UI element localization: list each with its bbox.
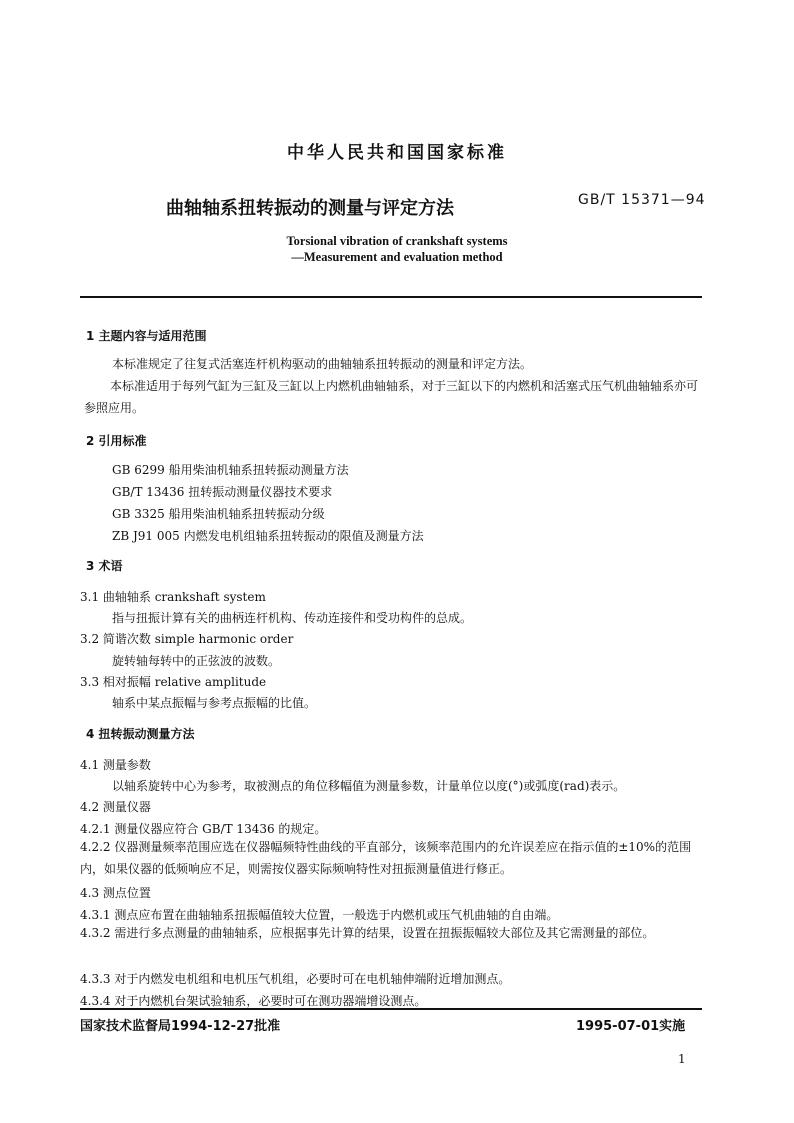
- term-3-3-definition: 轴系中某点振幅与参考点振幅的比值。: [112, 696, 317, 710]
- reference-item: ZB J91 005 内燃发电机组轴系扭转振动的限值及测量方法: [112, 529, 424, 543]
- implementation-date: 1995-07-01实施: [576, 1019, 686, 1034]
- term-3-2-definition: 旋转轴每转中的正弦波的波数。: [112, 654, 281, 668]
- section-1-para-1: 本标准规定了往复式活塞连杆机构驱动的曲轴轴系扭转振动的测量和评定方法。: [112, 357, 533, 371]
- section-4-heading: 4 扭转振动测量方法: [86, 727, 195, 741]
- clause-4-2-2: 4.2.2 仪器测量频率范围应选在仪器幅频特性曲线的平直部分，该频率范围内的允许误差应在指示值的±10%的范围内，如果仪器的低频响应不足，则需按仪器实际频响特性对扭振测量值进行修正。: [80, 840, 692, 876]
- clause-4-3-4: 4.3.4 对于内燃机台架试验轴系，必要时可在测功器端增设测点。: [80, 994, 427, 1008]
- section-2-heading: 2 引用标准: [86, 434, 147, 448]
- subsection-4-2-heading: 4.2 测量仪器: [80, 800, 151, 814]
- standard-code: GB/T 15371—94: [578, 192, 706, 208]
- section-1-para-2: 本标准适用于每列气缸为三缸及三缸以上内燃机曲轴轴系，对于三缸以下的内燃机和活塞式压气机曲轴轴系亦可参照应用。: [84, 379, 699, 415]
- section-1-heading: 1 主题内容与适用范围: [86, 329, 207, 343]
- reference-item: GB 3325 船用柴油机轴系扭转振动分级: [112, 507, 325, 521]
- approval-date: 国家技术监督局1994-12-27批准: [80, 1019, 281, 1034]
- subsection-4-3-heading: 4.3 测点位置: [80, 886, 151, 900]
- document-title-cn: 曲轴轴系扭转振动的测量与评定方法: [166, 198, 454, 219]
- national-standard-title: 中华人民共和国国家标准: [287, 143, 507, 163]
- footer-divider: [80, 1008, 702, 1010]
- clause-4-3-2: 4.3.2 需进行多点测量的曲轴轴系，应根据事先计算的结果，设置在扭振振幅较大部位及其它需测量的部位。: [80, 926, 655, 940]
- term-3-1-definition: 指与扭振计算有关的曲柄连杆机构、传动连接件和受功构件的总成。: [112, 611, 473, 625]
- reference-item: GB 6299 船用柴油机轴系扭转振动测量方法: [112, 463, 349, 477]
- section-3-heading: 3 术语: [86, 559, 123, 573]
- clause-4-3-3: 4.3.3 对于内燃发电机组和电机压气机组，必要时可在电机轴伸端附近增加测点。: [80, 972, 511, 986]
- term-3-2: 3.2 简谐次数 simple harmonic order: [80, 632, 294, 646]
- term-3-1: 3.1 曲轴轴系 crankshaft system: [80, 590, 266, 604]
- header-divider: [80, 296, 702, 298]
- clause-4-3-1: 4.3.1 测点应布置在曲轴轴系扭振幅值较大位置，一般选于内燃机或压气机曲轴的自由端。: [80, 908, 559, 922]
- term-3-3: 3.3 相对振幅 relative amplitude: [80, 675, 267, 689]
- reference-item: GB/T 13436 扭转振动测量仪器技术要求: [112, 485, 333, 499]
- subsection-4-1-heading: 4.1 测量参数: [80, 758, 151, 772]
- subsection-4-1-text: 以轴系旋转中心为参考，取被测点的角位移幅值为测量参数，计量单位以度(°)或弧度(rad)表示。: [112, 779, 626, 793]
- document-title-en-line1: Torsional vibration of crankshaft systems: [286, 234, 508, 248]
- clause-4-2-1: 4.2.1 测量仪器应符合 GB/T 13436 的规定。: [80, 822, 327, 836]
- document-title-en-line2: —Measurement and evaluation method: [291, 250, 503, 264]
- page-number: 1: [678, 1052, 686, 1066]
